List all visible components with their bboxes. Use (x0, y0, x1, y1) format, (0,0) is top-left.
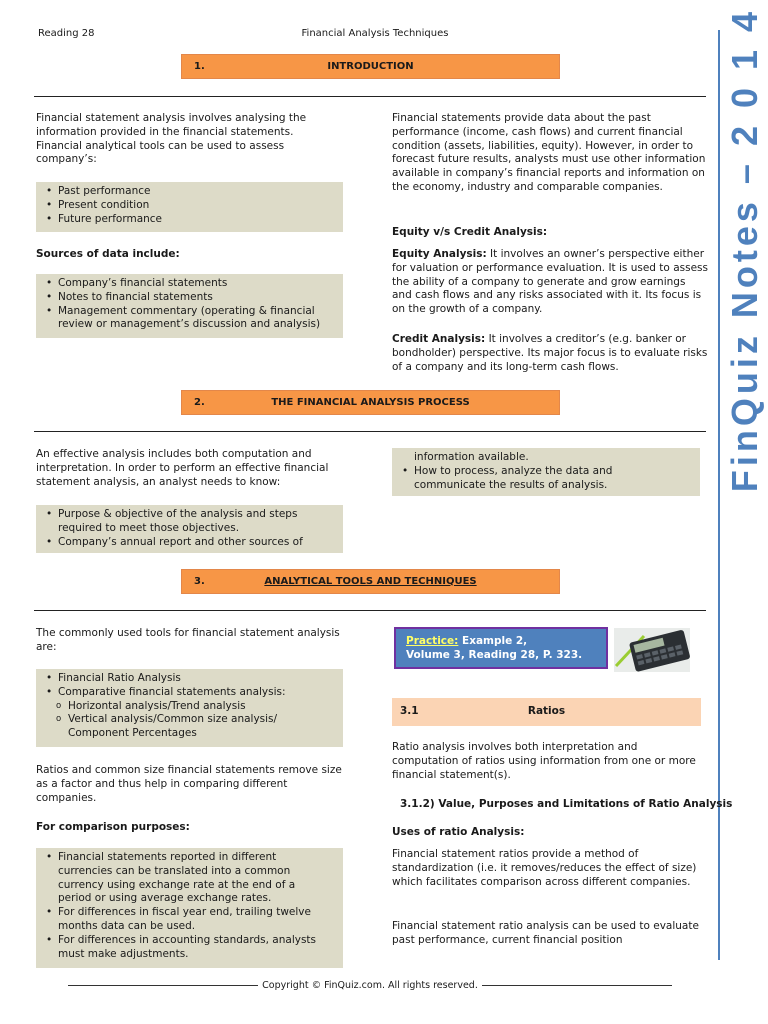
subsection-bar (392, 698, 701, 726)
list-item: • Purpose & objective of the analysis and steps (46, 508, 335, 522)
list-item: • Financial statements reported in different (46, 851, 335, 865)
practice-line-1 (406, 634, 606, 648)
section-rule (34, 96, 706, 97)
subsubsection-heading: 3.1.2) Value, Purposes and Limitations of Ratio Analysis (400, 798, 733, 810)
list-item: period or using average exchange rates. (58, 892, 272, 905)
section-title: INTRODUCTION (327, 60, 414, 72)
footer (68, 979, 672, 993)
document-title: Financial Analysis Techniques (301, 28, 449, 39)
equity-credit-heading: Equity v/s Credit Analysis: (392, 226, 548, 238)
assess-list (36, 182, 343, 232)
credit-label: Credit Analysis: (392, 333, 486, 345)
list-item: • Company’s annual report and other sources of (46, 536, 335, 550)
list-item: o Vertical analysis/Common size analysis/ (46, 713, 335, 727)
tools-list (36, 669, 343, 747)
list-item: • Comparative financial statements analysis: (46, 686, 335, 700)
reading-number: Reading 28 (38, 28, 95, 39)
list-item: • Management commentary (operating & financial (46, 305, 335, 319)
section-title: THE FINANCIAL ANALYSIS PROCESS (271, 396, 470, 408)
uses-para-1: Financial statement ratios provide a method of standardization (i.e. it removes/reduces the effect of size) which facilitates comparison across different companies. (392, 848, 697, 888)
list-item: • How to process, analyze the data and (402, 465, 692, 479)
tools-left-para: The commonly used tools for financial statement analysis are: (36, 627, 340, 653)
ratio-analysis-para: Ratio analysis involves both interpretation and computation of ratios using information from one or more financial statement(s). (392, 741, 696, 781)
process-right-list (392, 448, 700, 496)
practice-line-2: Volume 3, Reading 28, P. 323. (406, 649, 583, 661)
equity-analysis-para (392, 248, 708, 317)
sources-heading: Sources of data include: (36, 248, 180, 260)
footer-line-left (68, 985, 258, 986)
sources-list (36, 274, 343, 338)
list-item: • Financial Ratio Analysis (46, 672, 335, 686)
credit-text: It involves a creditor’s (e.g. banker or bondholder) perspective. Its major focus is to evaluate risks of a company and its long-term cash flows. (392, 333, 708, 373)
section-3-bar (181, 569, 560, 594)
list-item: currencies can be translated into a common (58, 864, 291, 877)
comparison-heading: For comparison purposes: (36, 821, 190, 833)
equity-text: It involves an owner’s perspective either for valuation or performance evaluation. It is used to assess the ability of a company to generate and grow earnings and cash flows and any risks associated with it. Its focus is on the growth of a company. (392, 248, 708, 316)
section-rule (34, 431, 706, 432)
subsection-number: 3.1 (400, 705, 419, 718)
side-title: FinQuiz Notes – 2 0 1 4 (724, 7, 766, 493)
list-item: review or management’s discussion and analysis) (58, 318, 321, 331)
section-number: 1. (194, 60, 205, 72)
list-item: communicate the results of analysis. (414, 478, 608, 491)
process-left-list (36, 505, 343, 553)
equity-label: Equity Analysis: (392, 248, 487, 260)
footer-line-right (482, 985, 672, 986)
list-item: o Horizontal analysis/Trend analysis (46, 700, 335, 714)
list-item: • Future performance (46, 213, 335, 227)
side-divider (718, 30, 720, 960)
side-title-wrap (722, 7, 768, 493)
uses-para-2: Financial statement ratio analysis can be used to evaluate past performance, current financial position (392, 920, 699, 946)
section-2-bar (181, 390, 560, 415)
list-item: • Present condition (46, 199, 335, 213)
copyright-text: Copyright © FinQuiz.com. All rights reserved. (262, 980, 478, 991)
practice-box[interactable] (394, 627, 608, 669)
calculator-image (614, 628, 690, 672)
subsection-title: Ratios (527, 705, 566, 718)
list-item: • Notes to financial statements (46, 291, 335, 305)
section-1-bar (181, 54, 560, 79)
practice-link[interactable]: Practice: (406, 635, 459, 647)
section-number: 2. (194, 396, 205, 408)
list-item: currency using exchange rate at the end of a (58, 878, 296, 891)
list-item: • For differences in accounting standards, analysts (46, 934, 335, 948)
list-item: • For differences in fiscal year end, trailing twelve (46, 906, 335, 920)
list-item: • Company’s financial statements (46, 277, 335, 291)
list-item: months data can be used. (58, 919, 196, 932)
uses-heading: Uses of ratio Analysis: (392, 826, 525, 838)
intro-right-para: Financial statements provide data about the past performance (income, cash flows) and current financial condition (assets, liabilities, equity). However, in order to forecast future results, analysts must use other information available in company’s financial reports and information on the economy, industry and comparable companies. (392, 112, 706, 193)
list-item: Component Percentages (68, 727, 197, 740)
process-left-para: An effective analysis includes both computation and interpretation. In order to perform an effective financial statement analysis, an analyst needs to know: (36, 448, 329, 488)
list-item: • Past performance (46, 185, 335, 199)
section-number: 3. (194, 575, 205, 587)
practice-example: Example 2, (458, 635, 528, 647)
list-item: required to meet those objectives. (58, 521, 240, 534)
list-item: must make adjustments. (58, 947, 189, 960)
section-title: ANALYTICAL TOOLS AND TECHNIQUES (264, 575, 477, 587)
list-item: information available. (414, 451, 529, 463)
intro-left-para: Financial statement analysis involves analysing the information provided in the financial statements. Financial analytical tools can be used to assess company’s: (36, 112, 307, 166)
ratios-para: Ratios and common size financial statements remove size as a factor and thus help in comparing different companies. (36, 764, 342, 804)
comparison-list (36, 848, 343, 968)
credit-analysis-para (392, 333, 708, 374)
section-rule (34, 610, 706, 611)
